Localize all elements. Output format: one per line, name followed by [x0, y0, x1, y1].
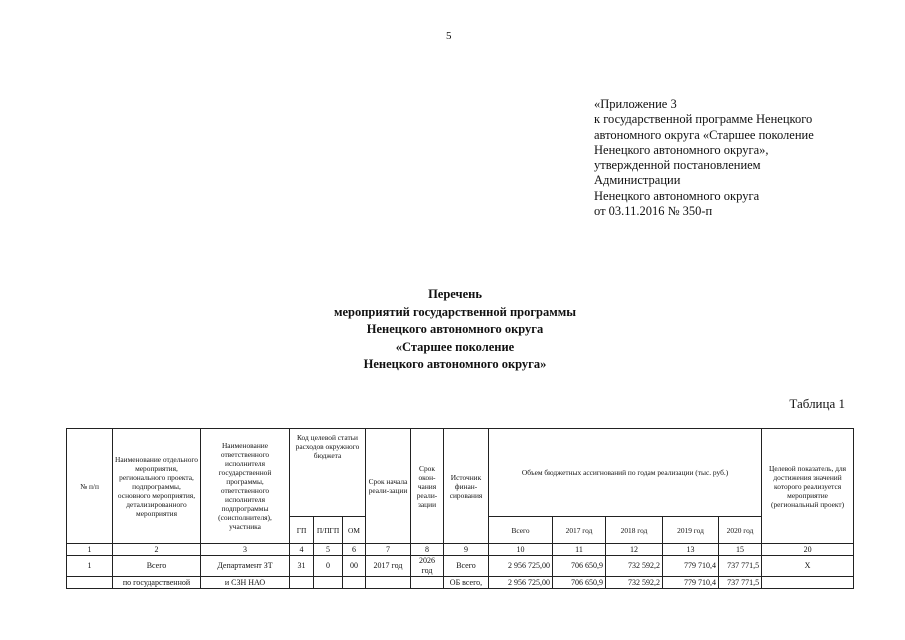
cell-2018: 732 592,2 — [606, 577, 663, 589]
cell-gp: 31 — [290, 556, 314, 577]
header-total: Всего — [489, 517, 553, 544]
col-number: 7 — [366, 544, 411, 556]
col-number: 12 — [606, 544, 663, 556]
header-2018: 2018 год — [606, 517, 663, 544]
header-code-ppgp: П/ПГП — [314, 517, 343, 544]
page-number: 5 — [446, 30, 452, 42]
cell-ppgp — [314, 577, 343, 589]
cell-om: 00 — [343, 556, 366, 577]
header-indicator: Целевой показатель, для достижения значений которого реализуется мероприятие (региональный проект) — [762, 429, 854, 544]
header-source: Источник финан-сирования — [444, 429, 489, 544]
col-number: 8 — [411, 544, 444, 556]
cell-2017: 706 650,9 — [553, 577, 606, 589]
cell-executor: Департамент ЗТ — [201, 556, 290, 577]
table-label: Таблица 1 — [789, 396, 845, 411]
header-code-om: ОМ — [343, 517, 366, 544]
cell-source: Всего — [444, 556, 489, 577]
title-line: Ненецкого автономного округа» — [363, 357, 547, 371]
cell-start: 2017 год — [366, 556, 411, 577]
cell-2017: 706 650,9 — [553, 556, 606, 577]
appendix-line: Ненецкого автономного округа — [594, 188, 760, 203]
col-number: 13 — [663, 544, 719, 556]
col-number: 3 — [201, 544, 290, 556]
cell-total: 2 956 725,00 — [489, 577, 553, 589]
header-end: Срок окон-чания реали-зации — [411, 429, 444, 544]
header-num: № п/п — [67, 429, 113, 544]
col-number: 6 — [343, 544, 366, 556]
col-number: 4 — [290, 544, 314, 556]
col-number: 9 — [444, 544, 489, 556]
title-line: Ненецкого автономного округа — [366, 322, 544, 336]
cell-end — [411, 577, 444, 589]
header-code-gp: ГП — [290, 517, 314, 544]
header-name: Наименование отдельного мероприятия, регионального проекта, подпрограммы, основного мероприятия, детализированного мероприятия — [113, 429, 201, 544]
cell-indicator — [762, 577, 854, 589]
appendix-note — [594, 97, 884, 219]
document-title — [230, 286, 680, 374]
appendix-line: утвержденной постановлением — [594, 158, 761, 173]
cell-name: по государственной — [113, 577, 201, 589]
table-row — [67, 556, 854, 577]
column-number-row — [67, 544, 854, 556]
cell-2019: 779 710,4 — [663, 556, 719, 577]
cell-name: Всего — [113, 556, 201, 577]
cell-2020: 737 771,5 — [719, 577, 762, 589]
cell-source: ОБ всего, — [444, 577, 489, 589]
cell-total: 2 956 725,00 — [489, 556, 553, 577]
cell-indicator: Х — [762, 556, 854, 577]
cell-2019: 779 710,4 — [663, 577, 719, 589]
col-number: 15 — [719, 544, 762, 556]
col-number: 11 — [553, 544, 606, 556]
cell-end: 2026 год — [411, 556, 444, 577]
cell-num: 1 — [67, 556, 113, 577]
cell-start — [366, 577, 411, 589]
appendix-line: Администрации — [594, 173, 681, 188]
appendix-line: от 03.11.2016 № 350-п — [594, 204, 713, 219]
activities-table — [66, 428, 854, 589]
appendix-line: к государственной программе Ненецкого — [594, 112, 813, 127]
title-line: Перечень — [428, 287, 482, 301]
title-line: мероприятий государственной программы — [333, 304, 577, 319]
header-row — [67, 429, 854, 517]
col-number: 1 — [67, 544, 113, 556]
cell-2018: 732 592,2 — [606, 556, 663, 577]
header-code: Код целевой статьи расходов окружного бюджета — [290, 429, 366, 517]
cell-ppgp: 0 — [314, 556, 343, 577]
col-number: 5 — [314, 544, 343, 556]
cell-num — [67, 577, 113, 589]
header-2019: 2019 год — [663, 517, 719, 544]
header-start: Срок начала реали-зации — [366, 429, 411, 544]
title-line: «Старшее поколение — [395, 339, 515, 354]
header-executor: Наименование ответственного исполнителя государственной программы, ответственного исполнителя подпрограммы (соисполнителя), участника — [201, 429, 290, 544]
cell-executor: и СЗН НАО — [201, 577, 290, 589]
appendix-line: «Приложение 3 — [594, 97, 677, 111]
appendix-line: автономного округа «Старшее поколение — [594, 127, 814, 142]
cell-2020: 737 771,5 — [719, 556, 762, 577]
col-number: 2 — [113, 544, 201, 556]
header-budget: Объем бюджетных ассигнований по годам реализации (тыс. руб.) — [489, 429, 762, 517]
table-row — [67, 577, 854, 589]
cell-gp — [290, 577, 314, 589]
header-2020: 2020 год — [719, 517, 762, 544]
col-number: 20 — [762, 544, 854, 556]
header-2017: 2017 год — [553, 517, 606, 544]
col-number: 10 — [489, 544, 553, 556]
appendix-line: Ненецкого автономного округа», — [594, 142, 769, 157]
cell-om — [343, 577, 366, 589]
